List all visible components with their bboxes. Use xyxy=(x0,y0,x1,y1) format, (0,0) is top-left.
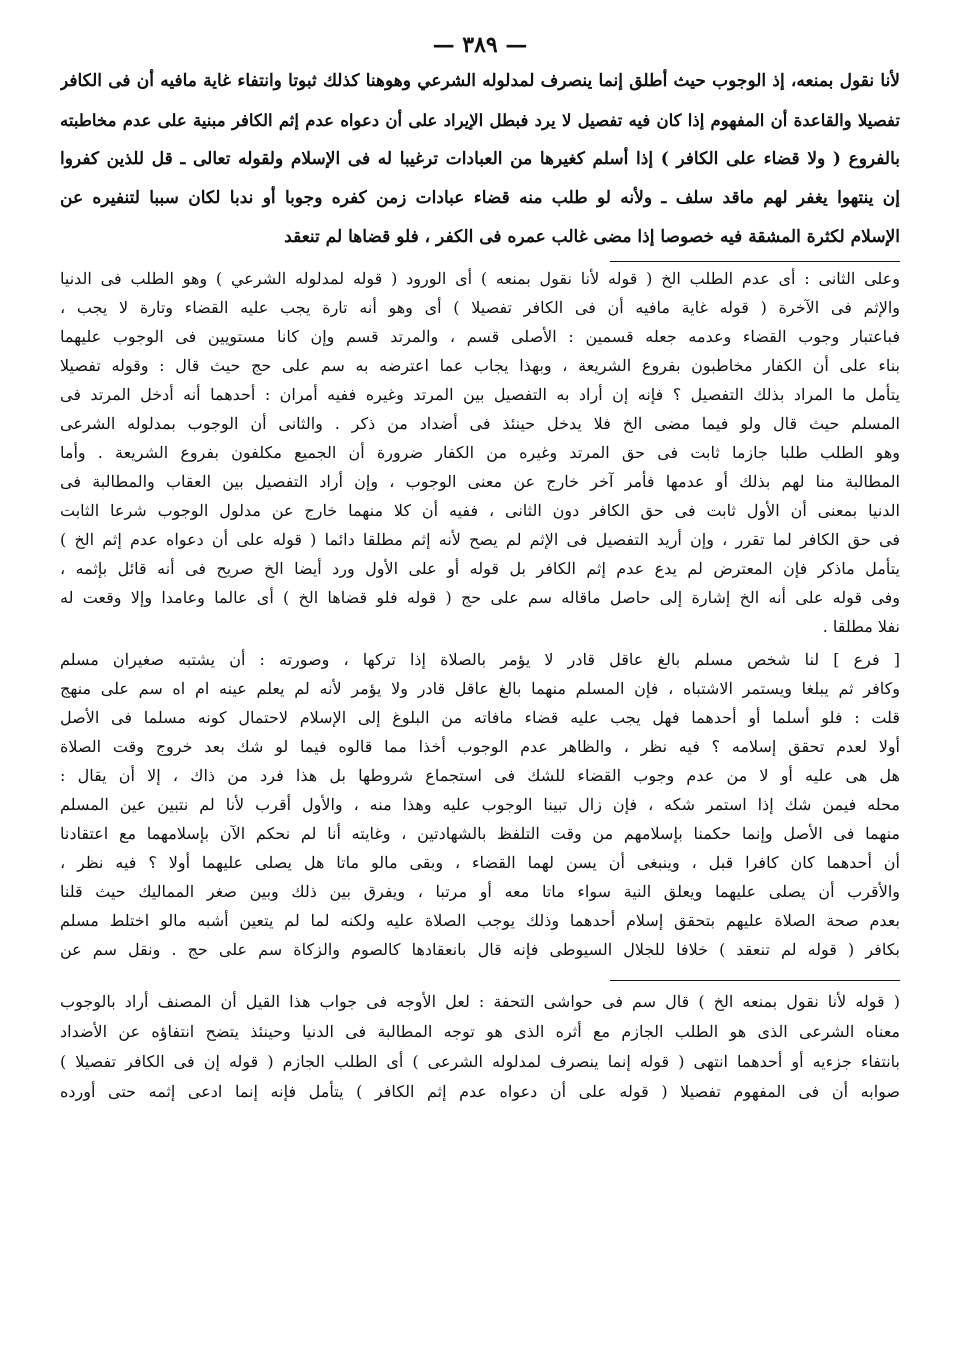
commentary-block xyxy=(60,264,900,641)
footnote-line: ( قوله لأنا نقول بمنعه الخ ) قال سم فى حواشى التحفة : لعل الأوجه فى جواب هذا القيل أن المصنف أراد بالوجوب xyxy=(60,992,900,1011)
document-page xyxy=(60,28,900,1107)
far-line: أولا لعدم تحقق إسلامه ؟ فيه نظر ، والظاهر عدم الوجوب أخذا مما قالوه فيما لو شك بعد خروج وقت الصلاة xyxy=(60,737,900,756)
commentary-line: فباعتبار وجوب القضاء وعدمه جعله قسمين : الأصلى قسم ، والمرتد قسم وإن كانا مستويين فى الوجوب عليهما xyxy=(60,327,900,346)
main-text-block xyxy=(60,62,900,257)
commentary-line: والإثم فى الآخرة ( قوله غاية مافيه أن فى الكافر تفصيلا ) أى وهو أنه تارة يجب عليه القضاء وتارة لا يجب ، xyxy=(60,298,900,317)
main-text-line: تفصيلا والقاعدة أن المفهوم إذا كان فيه تفصيل لا يرد فبطل الإيراد على أن دعواه عدم إثم الكافر مبنية على عدم مخاطبته xyxy=(60,111,900,130)
far-section xyxy=(60,645,900,964)
main-text-line: الإسلام لكثرة المشقة فيه خصوصا إذا مضى غالب عمره فى الكفر ، فلو قضاها لم تنعقد xyxy=(284,227,900,247)
far-line: هل هى عليه أو لا من عدم وجوب القضاء للشك فى استجماع شروطها بل هذا فرد من ذاك ، إلا أن يقال : xyxy=(60,766,900,785)
far-line: والأقرب أن يصلى عليهما ويعلق النية سواء ماتا معه أو مرتبا ، ويفرق بين ذلك وبين صغر المماليك حيث قلنا xyxy=(60,882,900,901)
footnote-divider xyxy=(610,980,900,981)
far-line: وكافر ثم يبلغا ويستمر الاشتباه ، فإن المسلم منهما بالغ عاقل قادر ولا يؤمر لأنه لم يعلم عينه ام اه سم على منهج xyxy=(60,679,900,698)
commentary-line: يتأمل ما المراد بذلك التفصيل ؟ فإنه إن أراد به التفصيل بين المرتد وغيره ففيه أمران : أحدهما أنه أدخل المرتد فى xyxy=(60,385,900,404)
far-line: بكافر ( قوله لم تنعقد ) خلافا للجلال السيوطى فإنه قال بانعقادها كالصوم والزكاة سم على حج . ونقل سم عن xyxy=(60,940,900,959)
commentary-line: وعلى الثانى : أى عدم الطلب الخ ( قوله لأنا نقول بمنعه ) أى الورود ( قوله لمدلوله الشرعي ) وهو الطلب فى الدنيا xyxy=(60,269,900,288)
far-line: محله فيمن شك إذا استمر شكه ، فإن زال تبينا الوجوب عليه وهذا منه ، والأول أقرب لأنا لم نتبين عين المسلم xyxy=(60,795,900,814)
commentary-line: المسلم حيث قال ولو فيما مضى الخ فلا يدخل حينئذ فى أضداد من ذكر . والثانى أن الوجوب بمدلوله الشرعى xyxy=(60,414,900,433)
commentary-line: بناء على أن الكفار مخاطبون بفروع الشريعة ، وبهذا يجاب عما اعترضه به سم على حج حيث قال : وقوله تفصيلا xyxy=(60,356,900,375)
commentary-line: فى حق الكافر لما تقرر ، وإن أريد التفصيل فى الإثم لم يصح لأنه إثم مطلقا دائما ( قوله على أن دعواه عدم إثم الخ ) xyxy=(60,530,900,549)
far-line: منهما فى الأصل وإنما حكمنا بإسلامهم من وقت التلفظ بالشهادتين ، وغايته أنا لم نحكم الآن بإسلامهما مع اعتقادنا xyxy=(60,824,900,843)
main-text-line: بالفروع ( ولا قضاء على الكافر ) إذا أسلم كغيرها من العبادات ترغيبا له فى الإسلام ولقوله تعالى ـ قل للذين كفروا xyxy=(60,149,900,169)
footnote-line: صوابه أن فى المفهوم تفصيلا ( قوله على أن دعواه عدم إثم الكافر ) يتأمل فإنه إنما ادعى إثمه حتى أورده xyxy=(60,1082,900,1101)
commentary-line: يتأمل ماذكر فإن المعترض لم يدع عدم إثم الكافر بل قوله أو على الأول ورد أيضا الخ صريح فى أنه قائل بإثمه ، xyxy=(60,559,900,578)
far-line: أن أحدهما كان كافرا قبل ، وينبغى أن يسن لهما القضاء ، وبقى مالو ماتا هل يصلى عليهما أولا ؟ فيه نظر ، xyxy=(60,853,900,872)
commentary-line: وفى قوله على أنه الخ إشارة إلى حاصل ماقاله سم على حج ( قوله فلو قضاها الخ ) أى عالما وعامدا وإلا وقعت له xyxy=(60,588,900,607)
commentary-line: نفلا مطلقا . xyxy=(822,617,900,636)
far-line: بعدم صحة الصلاة عليهم بتحقق إسلام أحدهما وذلك يوجب الصلاة عليه ولكنه لما لم يتعين أشبه مالو اختلط مسلم xyxy=(60,911,900,930)
main-text-line: إن ينتهوا يغفر لهم ماقد سلف ـ ولأنه لو طلب منه قضاء عبادات زمن كفره وجوبا أو ندبا لكان سببا لتنفيره عن xyxy=(60,188,900,208)
far-line: قلت : فلو أسلما أو أحدهما فهل يجب عليه قضاء مافاته من البلوغ إلى الإسلام لاحتمال كونه مسلما فى الأصل xyxy=(60,708,900,727)
main-text-line: لأنا نقول بمنعه، إذ الوجوب حيث أطلق إنما ينصرف لمدلوله الشرعي وهوهنا كذلك ثبوتا وانتفاء غاية مافيه أن فى الكافر xyxy=(60,71,900,91)
commentary-line: الدنيا بمعنى أن الأول ثابت فى حق الكافر دون الثانى ، ففيه أن كلا منهما خارج عن مدلول الوجوب شرعا الثابت xyxy=(60,501,900,520)
commentary-line: وهو الطلب طلبا جازما ثابت فى حق المرتد وغيره من الكفار ضرورة أن الجميع مكلفون بفروع الشريعة . وأما xyxy=(60,443,900,462)
commentary-line: المطالبة منا لهم بذلك أو عدمها فأمر آخر خارج عن معنى الوجوب ، وإن أراد التفصيل بين العقاب والمطالبة فى xyxy=(60,472,900,491)
footnote-block xyxy=(60,987,900,1107)
commentary-divider xyxy=(610,261,900,262)
footnote-line: بانتفاء جزءيه أو أحدهما انتهى ( قوله إنما ينصرف لمدلوله الشرعى ) أى الطلب الجازم ( قوله إن فى الكافر تفصيلا ) xyxy=(60,1052,900,1071)
footnote-line: معناه الشرعى الذى هو الطلب الجازم مع أثره الذى هو توجه المطالبة فى الدنيا وحينئذ يتضح انتفاؤه عن الأضداد xyxy=(60,1022,900,1041)
page-number: — ٣٨٩ — xyxy=(432,32,528,58)
far-line: [ فرع ] لنا شخص مسلم بالغ عاقل قادر لا يؤمر بالصلاة إذا تركها ، وصورته : أن يشتبه صغيران مسلم xyxy=(60,650,900,669)
